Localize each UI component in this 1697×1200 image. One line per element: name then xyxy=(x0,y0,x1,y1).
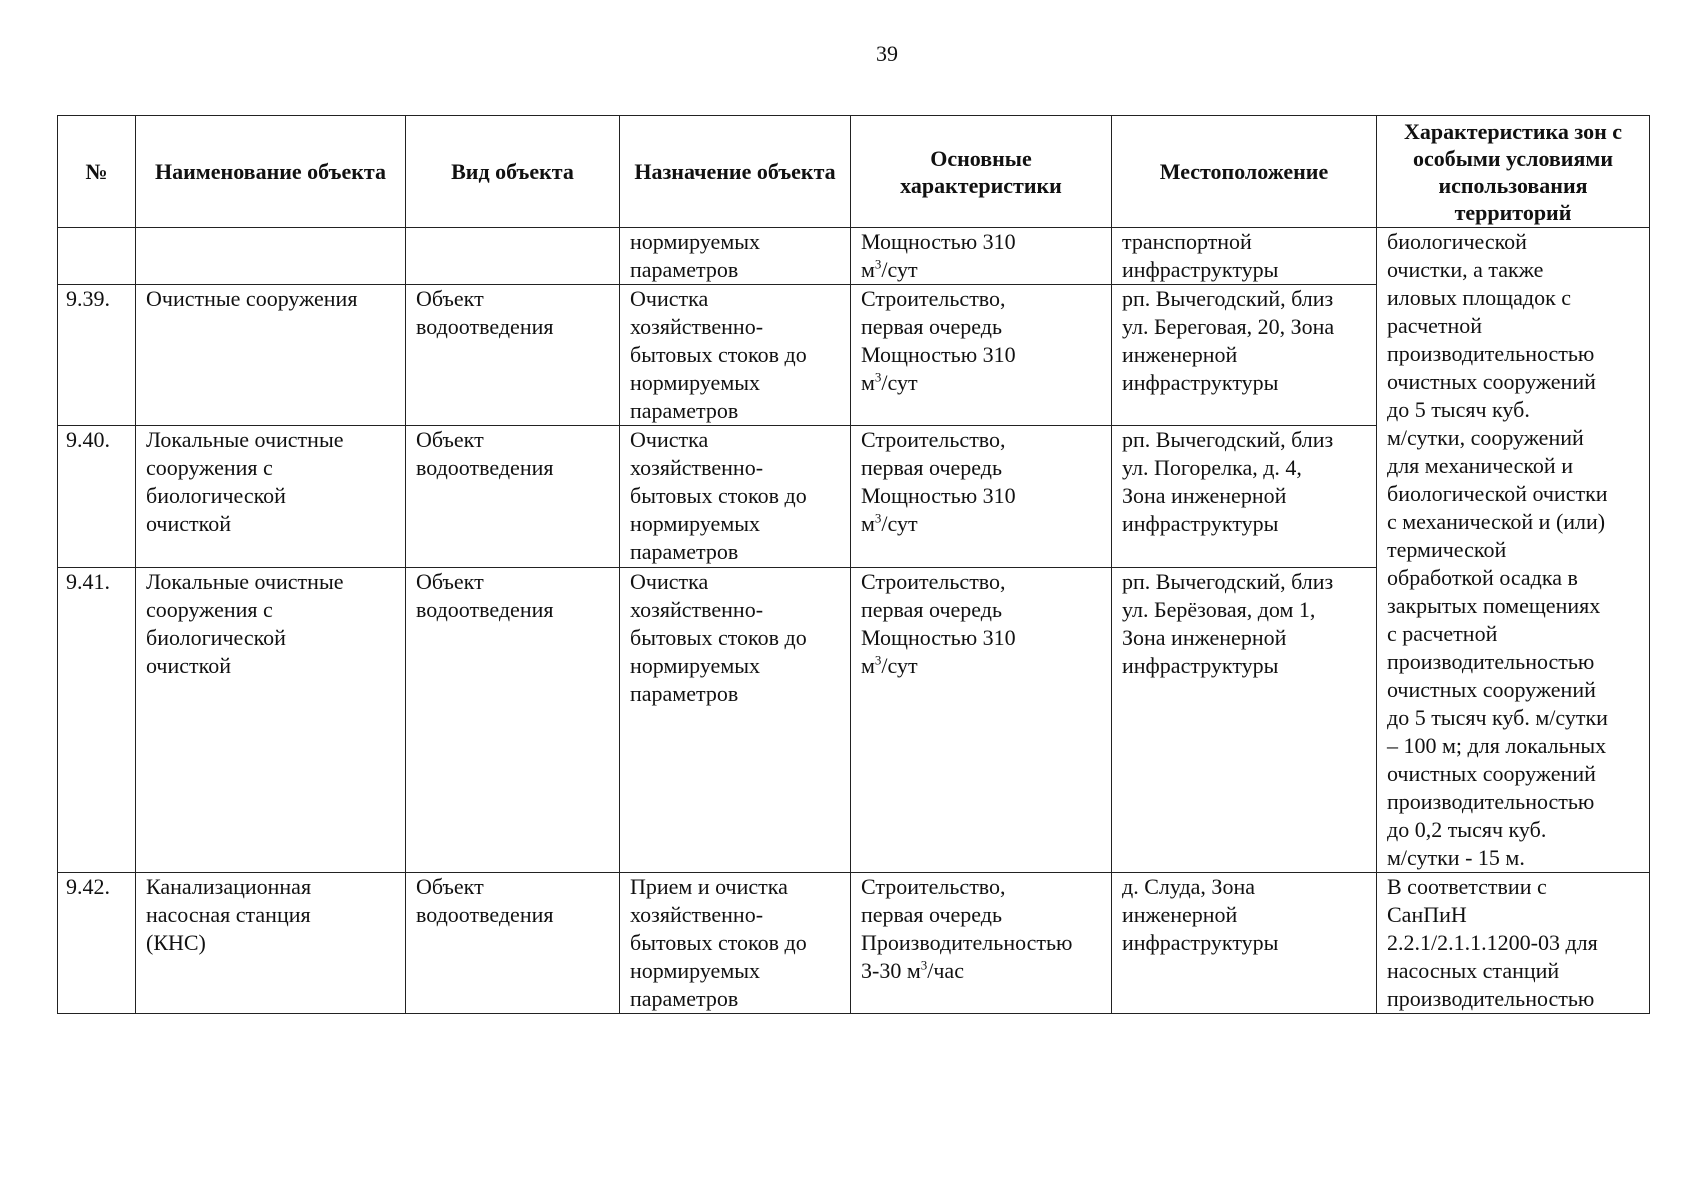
cell-num xyxy=(58,228,136,285)
cell-type: Объект водоотведения xyxy=(406,567,620,872)
cell-name xyxy=(136,228,406,285)
cell-characteristics xyxy=(851,873,1112,1014)
table-header-row xyxy=(58,116,1650,228)
cell-num: 9.42. xyxy=(58,873,136,1014)
char-superscript: 3 xyxy=(874,256,882,272)
char-superscript: 3 xyxy=(874,510,882,526)
header-zones: Характеристика зон с особыми условиями использования территорий xyxy=(1377,116,1650,228)
char-text: Строительство, первая очередь Мощностью 310 м xyxy=(861,286,1016,396)
cell-purpose: Очистка хозяйственно- бытовых стоков до нормируемых параметров xyxy=(620,426,851,567)
char-superscript: 3 xyxy=(874,369,882,385)
cell-name: Локальные очистные сооружения с биологической очисткой xyxy=(136,567,406,872)
char-superscript: 3 xyxy=(920,957,928,973)
char-unit: /сут xyxy=(881,257,918,282)
cell-name: Очистные сооружения xyxy=(136,285,406,426)
header-location: Местоположение xyxy=(1112,116,1377,228)
cell-purpose: Очистка хозяйственно- бытовых стоков до нормируемых параметров xyxy=(620,285,851,426)
cell-characteristics xyxy=(851,567,1112,872)
cell-type: Объект водоотведения xyxy=(406,285,620,426)
cell-characteristics xyxy=(851,228,1112,285)
header-num: № xyxy=(58,116,136,228)
char-superscript: 3 xyxy=(874,652,882,668)
header-name: Наименование объекта xyxy=(136,116,406,228)
cell-characteristics xyxy=(851,426,1112,567)
char-unit: /сут xyxy=(881,652,918,678)
cell-name: Канализационная насосная станция (КНС) xyxy=(136,873,406,1014)
cell-num: 9.39. xyxy=(58,285,136,426)
cell-type: Объект водоотведения xyxy=(406,873,620,1014)
objects-table xyxy=(57,115,1650,1014)
char-text: Строительство, первая очередь Мощностью 310 м xyxy=(861,568,1016,678)
cell-num: 9.40. xyxy=(58,426,136,567)
cell-location: рп. Вычегодский, близ ул. Берёзовая, дом 1, Зона инженерной инфраструктуры xyxy=(1112,567,1377,872)
cell-purpose: Очистка хозяйственно- бытовых стоков до нормируемых параметров xyxy=(620,567,851,872)
header-characteristics: Основные характеристики xyxy=(851,116,1112,228)
char-text: Строительство, первая очередь Мощностью 310 м xyxy=(861,427,1016,537)
char-text: Мощностью 310 м xyxy=(861,229,1016,282)
cell-purpose: Прием и очистка хозяйственно- бытовых стоков до нормируемых параметров xyxy=(620,873,851,1014)
cell-type: Объект водоотведения xyxy=(406,426,620,567)
char-unit: /сут xyxy=(881,370,918,396)
cell-location: транспортной инфраструктуры xyxy=(1112,228,1377,285)
header-purpose: Назначение объекта xyxy=(620,116,851,228)
cell-num: 9.41. xyxy=(58,567,136,872)
cell-name: Локальные очистные сооружения с биологической очисткой xyxy=(136,426,406,567)
table-row-continuation xyxy=(58,228,1650,285)
cell-type xyxy=(406,228,620,285)
page-number: 39 xyxy=(876,41,898,66)
char-unit: /сут xyxy=(881,511,918,537)
table-row xyxy=(58,873,1650,1014)
char-unit: /час xyxy=(927,958,964,983)
char-text: Строительство, первая очередь Производительностью 3-30 м xyxy=(861,874,1073,983)
cell-zones-merged: биологической очистки, а также иловых площадок с расчетной производительностью очистных сооружений до 5 тысяч куб. м/сутки, сооружений для механической и биологической очистки с механической и (или) термической обработкой осадка в закрытых помещениях с расчетной производительностью очистных сооружений до 5 тысяч куб. м/сутки – 100 м; для локальных очистных сооружений производительностью до 0,2 тысяч куб. м/сутки - 15 м. xyxy=(1377,228,1650,873)
cell-location: рп. Вычегодский, близ ул. Береговая, 20, Зона инженерной инфраструктуры xyxy=(1112,285,1377,426)
header-type: Вид объекта xyxy=(406,116,620,228)
cell-zones: В соответствии с СанПиН 2.2.1/2.1.1.1200-03 для насосных станций производительностью xyxy=(1377,873,1650,1014)
cell-characteristics xyxy=(851,285,1112,426)
cell-location: д. Слуда, Зона инженерной инфраструктуры xyxy=(1112,873,1377,1014)
cell-location: рп. Вычегодский, близ ул. Погорелка, д. 4, Зона инженерной инфраструктуры xyxy=(1112,426,1377,567)
cell-purpose: нормируемых параметров xyxy=(620,228,851,285)
